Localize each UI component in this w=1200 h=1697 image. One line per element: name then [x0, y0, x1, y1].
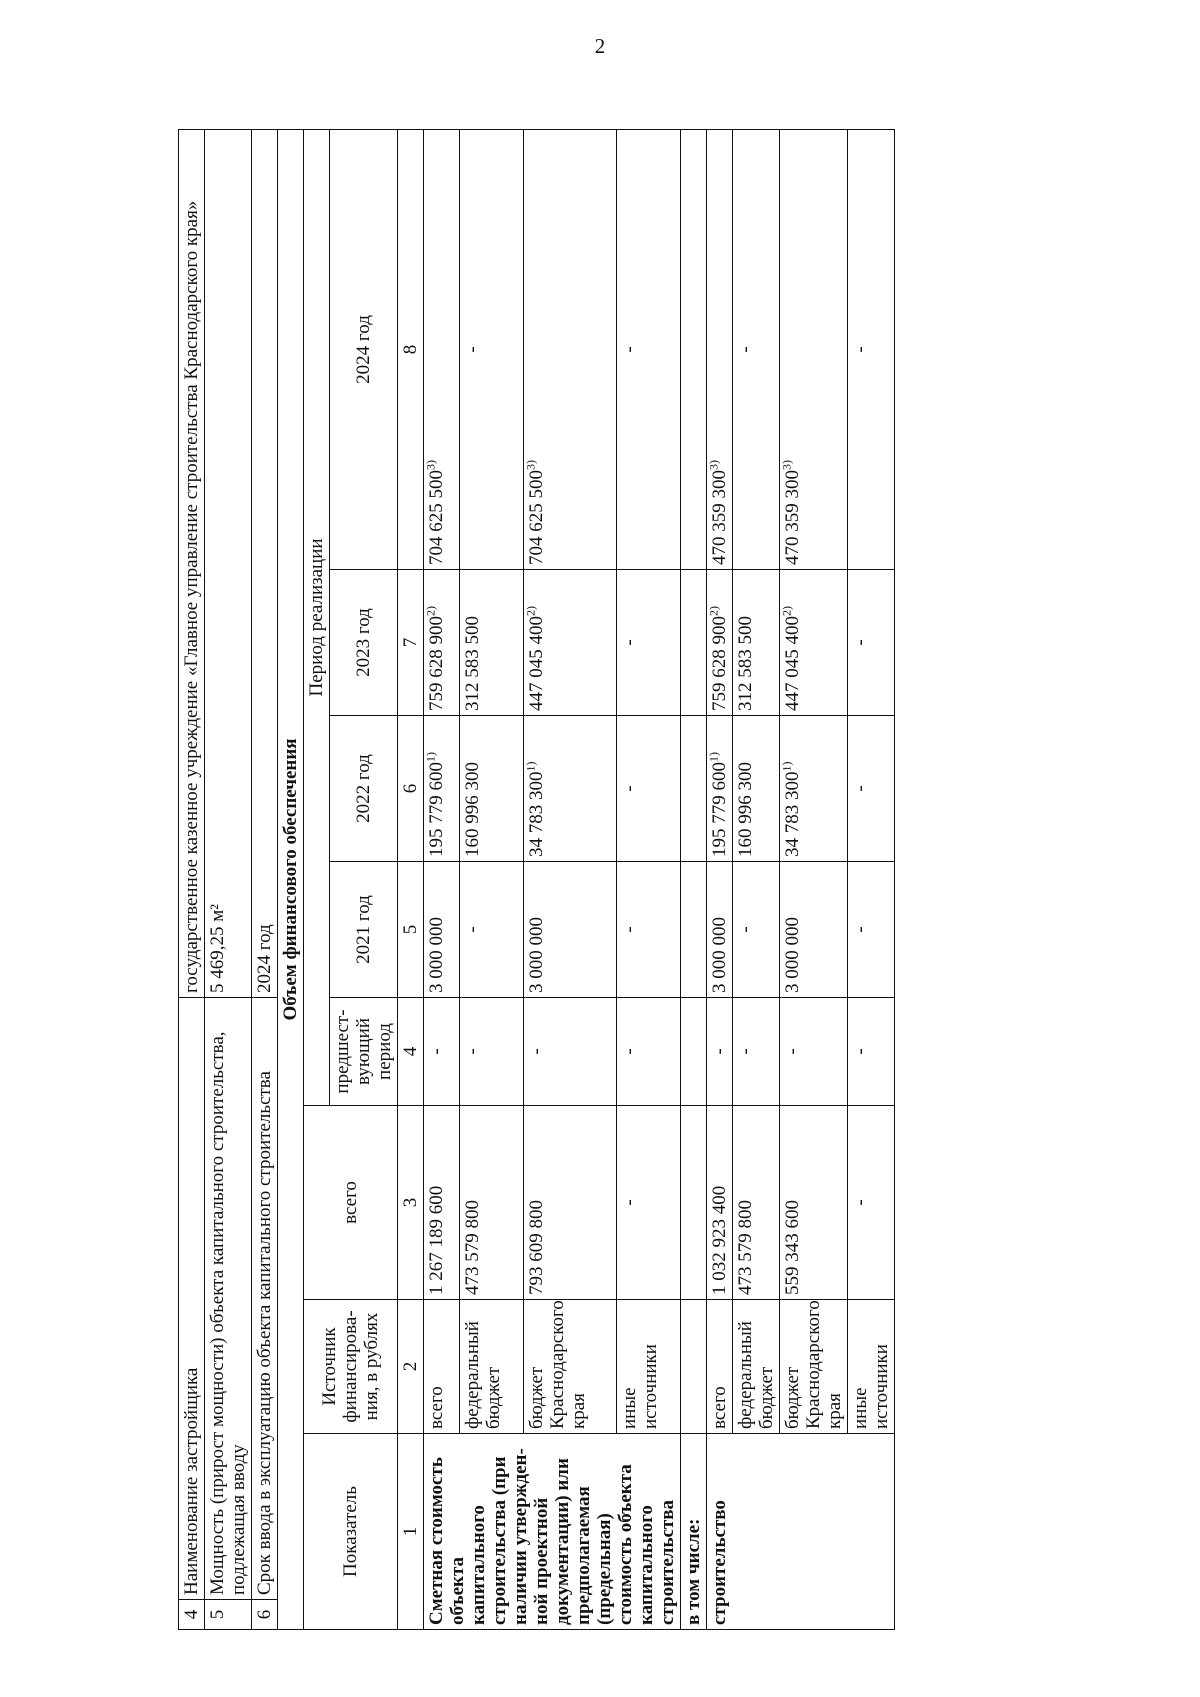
- info-row-4: [179, 129, 205, 1629]
- footnote-mark: 3): [779, 460, 794, 470]
- value: -: [735, 346, 756, 353]
- y2022-cell: [616, 716, 680, 862]
- source-cell: бюджет Краснодарского края: [523, 1300, 616, 1434]
- total-cell: 1 032 923 400: [707, 1106, 733, 1300]
- value: 704 625 500: [426, 470, 447, 565]
- source-cell: федеральный бюджет: [733, 1300, 780, 1434]
- header-indicator: Показатель: [304, 1434, 398, 1630]
- subtotal-label-row: [681, 129, 707, 1629]
- footnote-mark: 1): [779, 761, 794, 772]
- y2021-cell: -: [733, 862, 780, 998]
- value: 34 783 300: [525, 771, 547, 857]
- header-2024: 2024 год: [330, 129, 398, 569]
- footnote-mark: 1): [523, 761, 538, 772]
- value: -: [850, 639, 871, 646]
- prev-cell: -: [424, 998, 460, 1106]
- value: 759 628 900: [426, 616, 447, 711]
- info-row-5: [205, 129, 252, 1629]
- y2023-cell: [780, 570, 848, 716]
- y2021-cell: 3 000 000: [523, 862, 616, 998]
- footnote-mark: 2): [706, 606, 721, 616]
- header-2022: 2022 год: [330, 716, 398, 862]
- column-numbers-row: [398, 129, 424, 1629]
- value: -: [461, 346, 483, 353]
- column-number: 1: [398, 1434, 424, 1630]
- info-row-label: Наименование застройщика: [179, 998, 205, 1600]
- header-2023: 2023 год: [330, 570, 398, 716]
- y2023-cell: [733, 570, 780, 716]
- column-number: 2: [398, 1300, 424, 1434]
- total-cell: 793 609 800: [523, 1106, 616, 1300]
- y2024-cell: [459, 129, 523, 569]
- prev-cell: -: [733, 998, 780, 1106]
- header-row-1: [304, 129, 330, 1629]
- source-cell: всего: [707, 1300, 733, 1434]
- info-row-value: 2024 год: [252, 129, 278, 997]
- footnote-mark: 3): [423, 460, 438, 470]
- table-row: [780, 129, 848, 1629]
- table-row: [523, 129, 616, 1629]
- column-number: 4: [398, 998, 424, 1106]
- y2021-cell: 3 000 000: [780, 862, 848, 998]
- column-number: 8: [398, 129, 424, 569]
- info-row-value: 5 469,25 м²: [205, 129, 252, 997]
- y2024-cell: [733, 129, 780, 569]
- y2023-cell: [848, 570, 895, 716]
- column-number: 6: [398, 716, 424, 862]
- y2022-cell: [780, 716, 848, 862]
- footnote-mark: 2): [423, 606, 438, 616]
- table-row: [733, 129, 780, 1629]
- value: -: [850, 785, 871, 792]
- table-row: [459, 129, 523, 1629]
- table-row: [848, 129, 895, 1629]
- source-cell: бюджет Краснодарского края: [780, 1300, 848, 1434]
- financing-table: [178, 129, 895, 1630]
- y2022-cell: [848, 716, 895, 862]
- header-total: всего: [304, 1106, 398, 1300]
- value: -: [618, 346, 640, 353]
- prev-cell: -: [523, 998, 616, 1106]
- info-row-num: 6: [252, 1600, 278, 1630]
- value: 195 779 600: [709, 762, 730, 857]
- value: 195 779 600: [426, 762, 447, 857]
- value: 447 045 400: [782, 616, 803, 711]
- y2024-cell: [523, 129, 616, 569]
- value: 160 996 300: [735, 762, 756, 857]
- indicator-cell: Сметная стоимость объекта капитального строительства (при наличии утвержден-ной проектной документации) или предполагаемая (предельная) стоимость объекта капитального строительства: [424, 1434, 681, 1630]
- info-row-num: 4: [179, 1600, 205, 1630]
- y2024-cell: [707, 129, 733, 569]
- y2021-cell: 3 000 000: [707, 862, 733, 998]
- footnote-mark: 3): [523, 460, 538, 470]
- y2022-cell: [523, 716, 616, 862]
- footnote-mark: 3): [706, 460, 721, 470]
- value: 470 359 300: [782, 470, 803, 565]
- column-number: 5: [398, 862, 424, 998]
- prev-cell: -: [616, 998, 680, 1106]
- footnote-mark: 1): [706, 752, 721, 762]
- header-source: Источник финансирова-ния, в рублях: [304, 1300, 398, 1434]
- info-row-value: государственное казенное учреждение «Главное управление строительства Краснодарского края»: [179, 129, 205, 997]
- prev-cell: -: [707, 998, 733, 1106]
- info-row-num: 5: [205, 1600, 252, 1630]
- source-cell: иные источники: [848, 1300, 895, 1434]
- total-cell: -: [848, 1106, 895, 1300]
- value: 312 583 500: [461, 616, 483, 711]
- value: -: [618, 785, 640, 792]
- prev-cell: -: [459, 998, 523, 1106]
- total-cell: 559 343 600: [780, 1106, 848, 1300]
- value: 470 359 300: [709, 470, 730, 565]
- value: 704 625 500: [525, 470, 547, 565]
- source-cell: всего: [424, 1300, 460, 1434]
- value: -: [618, 639, 640, 646]
- footnote-mark: 2): [779, 606, 794, 616]
- y2023-cell: [459, 570, 523, 716]
- y2021-cell: 3 000 000: [424, 862, 460, 998]
- footnote-mark: 2): [523, 606, 538, 616]
- in-that-number-label: в том числе:: [681, 1434, 707, 1630]
- y2021-cell: -: [459, 862, 523, 998]
- y2023-cell: [707, 570, 733, 716]
- y2022-cell: [733, 716, 780, 862]
- total-cell: 1 267 189 600: [424, 1106, 460, 1300]
- footnote-mark: 1): [423, 752, 438, 762]
- y2022-cell: [424, 716, 460, 862]
- y2021-cell: -: [616, 862, 680, 998]
- y2024-cell: [424, 129, 460, 569]
- indicator-cell: строительство: [707, 1434, 895, 1630]
- y2021-cell: -: [848, 862, 895, 998]
- page-number: 2: [594, 34, 606, 58]
- value: 447 045 400: [525, 616, 547, 711]
- value: -: [850, 346, 871, 353]
- y2024-cell: [848, 129, 895, 569]
- table-row: [707, 129, 733, 1629]
- value: 312 583 500: [735, 616, 756, 711]
- y2022-cell: [707, 716, 733, 862]
- total-cell: 473 579 800: [459, 1106, 523, 1300]
- column-number: 7: [398, 570, 424, 716]
- info-row-6: [252, 129, 278, 1629]
- source-cell: федеральный бюджет: [459, 1300, 523, 1434]
- info-row-label: Срок ввода в эксплуатацию объекта капитального строительства: [252, 998, 278, 1600]
- header-2021: 2021 год: [330, 862, 398, 998]
- value: 34 783 300: [782, 771, 803, 857]
- y2023-cell: [616, 570, 680, 716]
- rotated-page-content: [178, 130, 1128, 1630]
- total-cell: -: [616, 1106, 680, 1300]
- info-row-label: Мощность (прирост мощности) объекта капитального строительства, подлежащая вводу: [205, 998, 252, 1600]
- y2024-cell: [616, 129, 680, 569]
- y2024-cell: [780, 129, 848, 569]
- column-number: 3: [398, 1106, 424, 1300]
- source-cell: иные источники: [616, 1300, 680, 1434]
- section-title-row: [278, 129, 304, 1629]
- section-title: Объем финансового обеспечения: [278, 129, 304, 1629]
- value: 160 996 300: [461, 762, 483, 857]
- value: 759 628 900: [709, 616, 730, 711]
- prev-cell: -: [780, 998, 848, 1106]
- header-period-group: Период реализации: [304, 129, 330, 1105]
- y2023-cell: [523, 570, 616, 716]
- prev-cell: -: [848, 998, 895, 1106]
- y2023-cell: [424, 570, 460, 716]
- total-cell: 473 579 800: [733, 1106, 780, 1300]
- table-row: [424, 129, 460, 1629]
- table-row: [616, 129, 680, 1629]
- y2022-cell: [459, 716, 523, 862]
- header-previous: предшест-вующий период: [330, 998, 398, 1106]
